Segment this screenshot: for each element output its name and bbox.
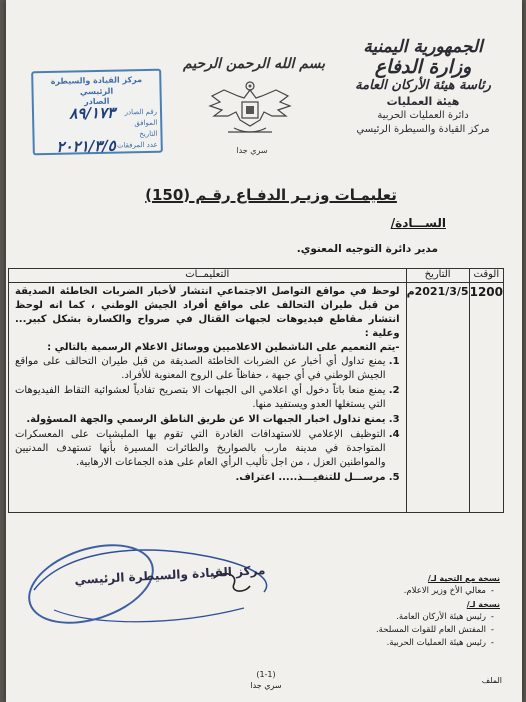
footer-file: الملف: [481, 676, 502, 685]
command-center: مركز القيادة والسيطرة الرئيسي: [356, 124, 490, 135]
cc-item: - رئيس هيئة الأركان العامة.: [310, 611, 500, 624]
cell-time: 1200: [469, 283, 503, 513]
instructions-list: [15, 355, 400, 485]
cc-item: - المفتش العام للقوات المسلحة.: [310, 624, 500, 637]
stamp-attachments-label: عدد المرفقات: [116, 140, 158, 150]
cell-date: 2021/3/5م: [406, 283, 469, 513]
cc-with-regards-label: نسخة مع التحية لـ/: [427, 574, 500, 583]
item-text: يمنع تداول أي أخبار عن الضربات الخاطئة الصديقة من قبل طيران التحالف على مواقع الجيش الوطني في أي جبهة ، حفاظاً على الروح المعنوية للأفراد.: [15, 356, 386, 381]
ministry-name: وزارة الدفاع: [374, 56, 472, 78]
basmala: بسم الله الرحمن الرحيم: [183, 56, 325, 72]
header-time: الوقت: [469, 269, 503, 283]
item-text: مرســـل للتنفيـــذ..... اعتراف.: [235, 472, 386, 483]
item-text: يمنع تداول اخبار الجبهات الا عن طريق الناطق الرسمي والجهة المسؤولة.: [26, 414, 386, 425]
cc-item: - معالي الأخ وزير الاعلام.: [310, 585, 500, 598]
ministry-header: [338, 38, 508, 137]
instructions-table: [8, 268, 504, 513]
stamp-number-value: ٨٩/١٧٣: [69, 103, 116, 123]
footer-classification: سري جدا: [250, 681, 282, 690]
cc-copy-label: نسخة لـ/: [466, 600, 500, 609]
item-number: 3.: [388, 414, 400, 425]
list-item: [15, 355, 400, 383]
copies-block: [310, 572, 500, 650]
list-item: [15, 413, 400, 427]
stamp-subtitle: الصادر: [84, 96, 110, 107]
chief-of-staff: رئاسة هيئة الأركان العامة: [355, 78, 491, 93]
table-row: [9, 283, 504, 513]
item-text: يمنع منعا باتاً دخول أي اعلامي الى الجبهات الا بتصريح تفادياً لعشوائية التقاط الفيديوهات التي يستغلها العدو ويستفيد منها.: [15, 385, 386, 410]
document-title: تعليمـات وزيـر الدفـاع رقـم (150): [145, 186, 397, 204]
instructions-intro: لوحظ في مواقع التواصل الاجتماعي انتشار لأخبار الضربات الخاطئة الصديقة من قبل طيران التحالف على مواقع أفراد الجيش الوطني ، كما انه لوحظ انتشار مقاطع فيديوهات لجبهات القتال في صرواح والكسارة بشكل كبير... وعلية :: [15, 286, 400, 339]
war-ops-dept: دائرة العمليات الحربية: [377, 110, 469, 121]
signature-title: مركز القيادة والسيطرة الرئيسي: [74, 563, 266, 587]
stamp-hijri-label: الموافق: [134, 118, 158, 128]
stamp-attachments-row: [38, 136, 158, 156]
item-number: 5.: [388, 472, 400, 483]
table-header-row: [9, 269, 504, 283]
header-date: التاريخ: [406, 269, 469, 283]
outgoing-stamp: [31, 69, 163, 156]
header-instructions: التعليمــات: [9, 269, 407, 283]
list-item: [15, 428, 400, 470]
stamp-title: مركز القيادة والسيطرة الرئيسي: [50, 75, 143, 97]
eagle-emblem-icon: [204, 76, 296, 146]
list-item: [15, 384, 400, 412]
stamp-number-label: رقم الصادر: [124, 107, 158, 117]
document-page: [6, 0, 522, 702]
item-number: 1.: [388, 356, 400, 367]
cc-item: - رئيس هيئة العمليات الحربية.: [310, 637, 500, 650]
item-number: 4.: [388, 429, 400, 440]
page-number: (1-1): [256, 670, 276, 679]
instructions-directive: -يتم التعميم على الناشطين الاعلاميين ووسائل الاعلام الرسمية بالتالي :: [47, 342, 400, 353]
cell-instructions: [9, 283, 407, 513]
item-text: التوظيف الإعلامي للاستهدافات الغادرة التي تقوم بها المليشيات على المعسكرات المتواجدة في مدينة مارب بالصواريخ والطائرات المسيرة بأنها تستهدف المدنيين والمواطنين العزل ، من اجل تأليب الرأي العام على هذه الجماعات الارهابية.: [15, 429, 386, 468]
list-item: [15, 471, 400, 485]
operations-authority: هيئة العمليات: [386, 95, 460, 108]
top-classification: سري جدا: [236, 146, 268, 155]
republic-name: الجمهورية اليمنية: [363, 37, 483, 57]
addressee-label: الســـادة/: [390, 216, 446, 230]
item-number: 2.: [388, 385, 400, 396]
stamp-date-value: ٢٠٢١/٣/٥: [56, 136, 116, 156]
stamp-date-label: التاريخ: [139, 129, 158, 139]
recipient: مدير دائرة التوجيه المعنوي.: [296, 243, 438, 255]
